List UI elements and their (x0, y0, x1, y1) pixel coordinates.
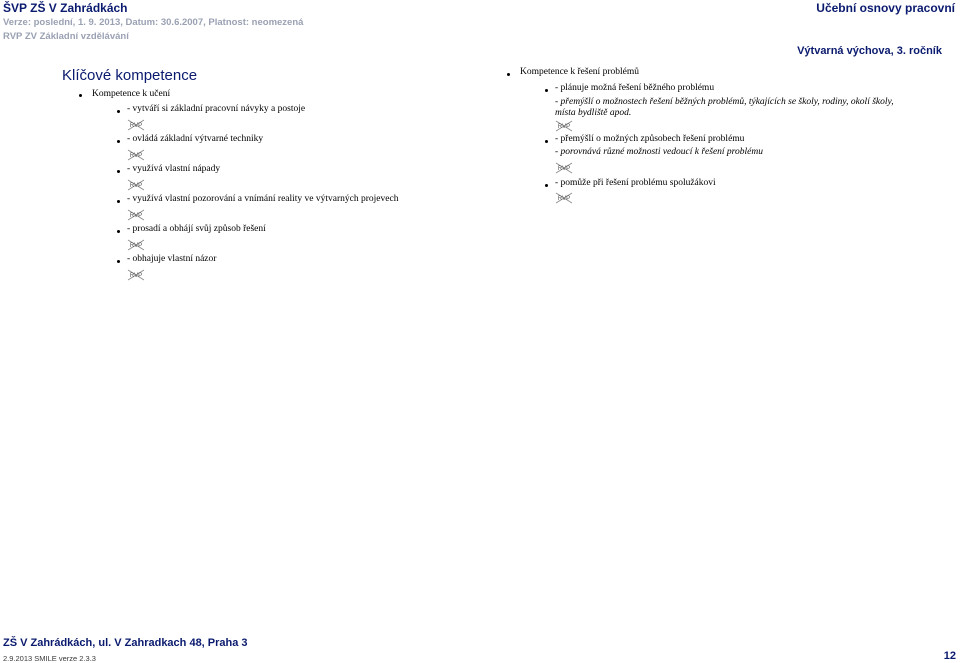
item-note: - porovnává různé možnosti vedoucí k řešení problému (555, 147, 763, 157)
svg-text:RVP: RVP (129, 123, 143, 129)
bullet (545, 89, 548, 92)
subject-heading: Výtvarná výchova, 3. ročník (797, 45, 942, 57)
competence-category: Kompetence k učení (92, 89, 171, 99)
bullet (507, 73, 510, 76)
rvp-info: RVP ZV Základní vzdělávání (3, 31, 129, 42)
bullet (545, 184, 548, 187)
svg-text:RVP: RVP (557, 124, 571, 130)
rvp-icon[interactable] (127, 179, 145, 191)
bullet (79, 94, 82, 97)
svg-text:RVP: RVP (129, 183, 143, 189)
rvp-icon[interactable] (127, 149, 145, 161)
rvp-icon[interactable] (555, 162, 573, 174)
version-info: Verze: poslední, 1. 9. 2013, Datum: 30.6.2007, Platnost: neomezená (3, 17, 304, 28)
section-title: Učební osnovy pracovní (816, 1, 955, 15)
svg-text:RVP: RVP (557, 166, 571, 172)
competence-item: - plánuje možná řešení běžného problému (555, 83, 715, 93)
rvp-icon[interactable] (555, 192, 573, 204)
competence-item: - přemýšlí o možných způsobech řešení problému (555, 134, 745, 144)
svg-text:RVP: RVP (557, 196, 571, 202)
bullet (117, 170, 120, 173)
rvp-icon[interactable] (127, 209, 145, 221)
competence-item: - využívá vlastní pozorování a vnímání reality ve výtvarných projevech (127, 194, 399, 204)
competence-item: - prosadí a obhájí svůj způsob řešení (127, 224, 266, 234)
bullet (117, 110, 120, 113)
page-number: 12 (943, 650, 956, 662)
competence-item: - vytváří si základní pracovní návyky a postoje (127, 104, 306, 114)
bullet (117, 230, 120, 233)
footer-version: 2.9.2013 SMILE verze 2.3.3 (3, 654, 96, 663)
competence-category: Kompetence k řešení problémů (520, 67, 639, 77)
item-note: - přemýšlí o možnostech řešení běžných problémů, týkajících se školy, rodiny, okolí školy, (555, 97, 894, 107)
document-title: ŠVP ZŠ V Zahrádkách (3, 1, 128, 15)
svg-text:RVP: RVP (129, 153, 143, 159)
svg-text:RVP: RVP (129, 213, 143, 219)
rvp-icon[interactable] (127, 119, 145, 131)
competence-item: - ovládá základní výtvarné techniky (127, 134, 264, 144)
competence-item: - pomůže při řešení problému spolužákovi (555, 178, 716, 188)
bullet (117, 140, 120, 143)
rvp-icon[interactable] (127, 269, 145, 281)
rvp-icon[interactable] (555, 120, 573, 132)
bullet (545, 140, 548, 143)
competence-item: - obhajuje vlastní názor (127, 254, 217, 264)
footer-school-address: ZŠ V Zahrádkách, ul. V Zahradkach 48, Praha 3 (3, 637, 248, 649)
item-note: místa bydliště apod. (555, 108, 632, 118)
svg-text:RVP: RVP (129, 243, 143, 249)
bullet (117, 200, 120, 203)
competence-item: - využívá vlastní nápady (127, 164, 221, 174)
rvp-icon[interactable] (127, 239, 145, 251)
key-competences-title: Klíčové kompetence (62, 67, 198, 84)
bullet (117, 260, 120, 263)
svg-text:RVP: RVP (129, 273, 143, 279)
